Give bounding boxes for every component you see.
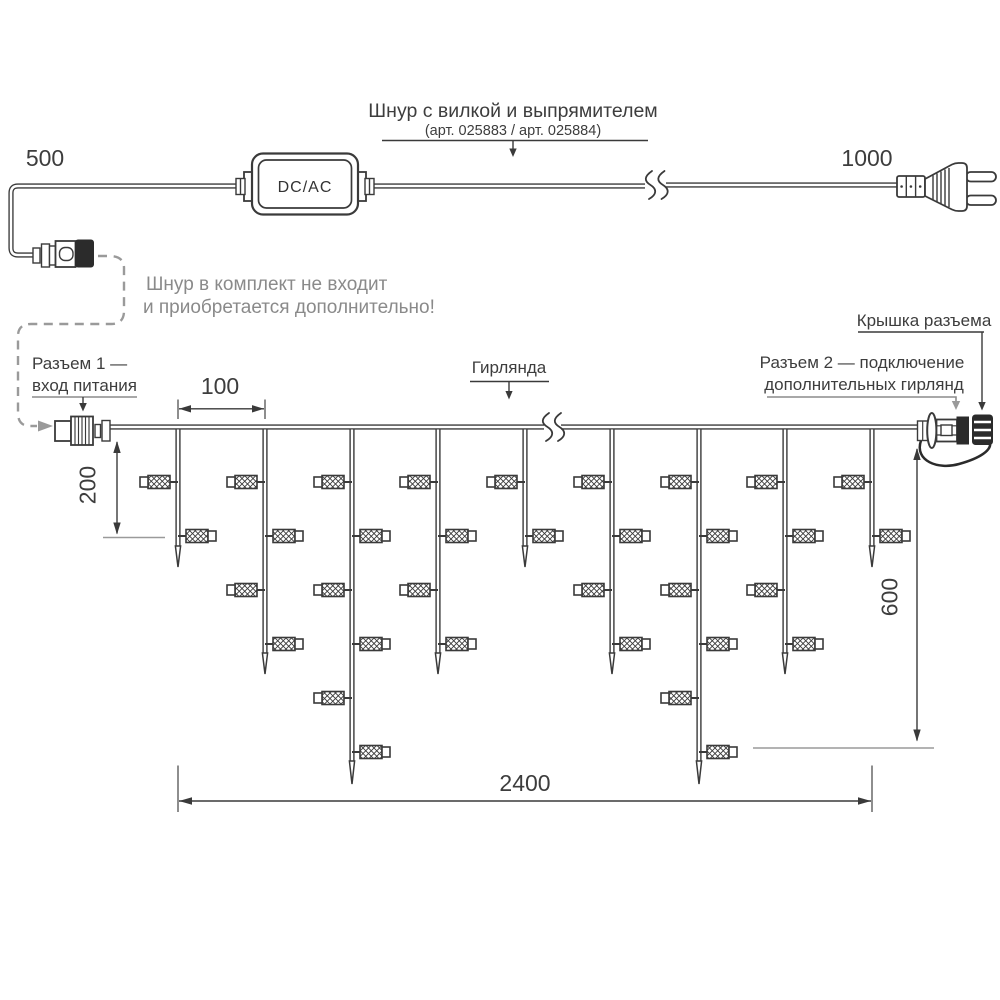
garland-section — [32, 311, 993, 812]
dim-100-label: 100 — [200, 373, 240, 399]
garland-drop-8 — [747, 430, 823, 675]
led-bulb-icon — [661, 476, 699, 489]
dim-500-label: 500 — [25, 145, 65, 171]
led-bulb-icon — [140, 476, 178, 489]
led-bulb-icon — [400, 584, 438, 597]
cord-break-icon — [646, 171, 668, 199]
garland-drop-6 — [574, 430, 650, 675]
led-bulb-icon — [178, 530, 216, 543]
connector1-icon — [55, 417, 110, 446]
led-bulb-icon — [352, 746, 390, 759]
garland-drop-4 — [400, 430, 476, 675]
led-bulb-icon — [487, 476, 525, 489]
led-bulb-icon — [314, 692, 352, 705]
led-bulb-icon — [314, 476, 352, 489]
cap-label: Крышка разъема — [856, 311, 992, 330]
led-bulb-icon — [699, 530, 737, 543]
dc-ac-converter — [236, 154, 374, 215]
led-bulb-icon — [400, 476, 438, 489]
connector-cap-icon — [973, 415, 993, 445]
led-bulb-icon — [227, 476, 265, 489]
connector1-label-line2: вход питания — [32, 376, 137, 395]
dim-1000-label: 1000 — [841, 145, 893, 171]
cord-output-connector-icon — [33, 240, 94, 267]
dim-600-label: 600 — [876, 577, 903, 617]
garland-drop-2 — [227, 430, 303, 675]
garland-drop-7 — [661, 430, 737, 785]
garland-break-icon — [543, 413, 564, 441]
led-bulb-icon — [612, 530, 650, 543]
icicle-drops-layer — [140, 430, 910, 785]
led-bulb-icon — [661, 692, 699, 705]
garland-drop-5 — [487, 430, 563, 568]
converter-label: DC/AC — [277, 179, 333, 196]
led-bulb-icon — [314, 584, 352, 597]
cord-title: Шнур с вилкой и выпрямителем — [368, 100, 658, 122]
led-bulb-icon — [612, 638, 650, 651]
connector1-label-line1: Разъем 1 — — [32, 354, 128, 373]
connector2-label-line1: Разъем 2 — подключение — [759, 353, 965, 372]
led-bulb-icon — [265, 638, 303, 651]
garland-label: Гирлянда — [471, 358, 547, 377]
note-line1: Шнур в комплект не входит — [146, 274, 388, 295]
cord-article-numbers: (арт. 025883 / арт. 025884) — [424, 123, 602, 139]
led-bulb-icon — [227, 584, 265, 597]
garland-drop-1 — [140, 430, 216, 568]
led-bulb-icon — [834, 476, 872, 489]
led-bulb-icon — [438, 530, 476, 543]
note-line2: и приобретается дополнительно! — [143, 297, 435, 318]
led-bulb-icon — [352, 530, 390, 543]
dim-600 — [753, 448, 934, 748]
led-bulb-icon — [699, 638, 737, 651]
led-bulb-icon — [785, 638, 823, 651]
power-plug-icon — [897, 163, 996, 211]
connector2-label-line2: дополнительных гирлянд — [764, 375, 964, 394]
led-bulb-icon — [699, 746, 737, 759]
led-bulb-icon — [525, 530, 563, 543]
dim-200-label: 200 — [74, 465, 101, 505]
led-bulb-icon — [265, 530, 303, 543]
led-bulb-icon — [661, 584, 699, 597]
led-bulb-icon — [574, 476, 612, 489]
led-bulb-icon — [438, 638, 476, 651]
dim-100 — [178, 373, 265, 419]
garland-drop-9 — [834, 430, 910, 568]
led-bulb-icon — [574, 584, 612, 597]
led-bulb-icon — [872, 530, 910, 543]
led-bulb-icon — [785, 530, 823, 543]
dim-2400-label: 2400 — [499, 770, 551, 796]
connector2-icon — [918, 413, 993, 466]
dashed-connection-path — [18, 256, 124, 432]
led-bulb-icon — [747, 476, 785, 489]
led-bulb-icon — [747, 584, 785, 597]
dim-2400 — [178, 766, 872, 813]
led-bulb-icon — [352, 638, 390, 651]
garland-drop-3 — [314, 430, 390, 785]
